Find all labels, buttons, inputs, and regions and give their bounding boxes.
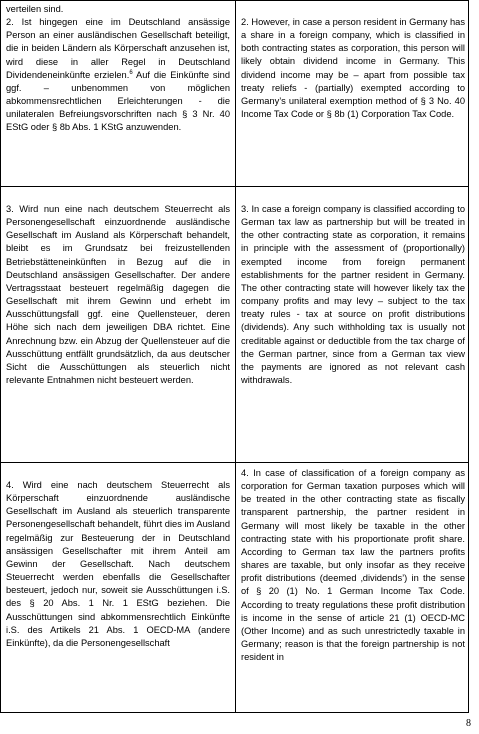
row1-german-text xyxy=(6,16,230,134)
row3-german-cell xyxy=(2,479,234,713)
page-number: 8 xyxy=(466,718,471,729)
row1-english-text: 2. However, in case a person resident in Germany has a share in a foreign company, which is classified in both contracting states as corporation, this person will likely obtain dividend income in Germany. This dividend income may be – apart from possible tax treaty reliefs - (partially) exempted according to Germany’s unilateral exemption method of § 3 No. 40 Income Tax Code or § 8b (1) Corporation Tax Code. xyxy=(241,17,465,120)
row3-english-text: 4. In case of classification of a foreign company as corporation for German taxation purposes which will be treated in the other contracting state as fiscally transparent partnership, the partner resident in Germany will most likely be taxable in the other contracting state with his proportionate profit share. According to German tax law the partners profits shares are taxable, but only insofar as they receive profit distributions (deemed ‚dividends’) in the sense of § 20 (1) No. 1 German Income Tax Code. According to treaty regulations these profit distribution is income in the sense of article 21 (1) OECD-MC (Other Income) and as such unrestrictedly taxable in Germany; reason is that the foreign partnership is not resident in xyxy=(241,468,465,663)
footnote-marker[interactable]: 6 xyxy=(129,69,133,76)
row2-english-text: 3. In case a foreign company is classified according to German tax law as partnership but will be treated in the other contracting state as corporation, it remains in principle with the assessment of (proportionally) exempted income from foreign permanent establishments for the partner resident in Germany. The other contracting state will however likely tax the company profits and may levy – subject to the tax treaty rules - tax at source on profit distributions (dividends). Any such withholding tax is usually not creditable against or deductible from the tax charge of the German partner, since from a German tax view the payments are ignored as not relevant cash withdrawals. xyxy=(241,204,465,386)
row1-english-cell xyxy=(237,16,469,184)
column-divider xyxy=(235,1,236,712)
row-divider-1 xyxy=(1,186,468,187)
row2-german-cell xyxy=(2,203,234,461)
row1-german-lead: verteilen sind. xyxy=(6,4,64,14)
row2-english-cell xyxy=(237,203,469,461)
row3-english-cell xyxy=(237,467,469,713)
row3-german-text: 4. Wird eine nach deutschem Steuerrecht als Körperschaft einzuordnende ausländische Gesellschaft im Ausland als steuerlich transparente Personengesellschaft behandelt, führt dies im Ausland regelmäßig zur Besteuerung der in Deutschland ansässigen Gesellschafter mit ihrem Anteil am Gewinn der Gesellschaft. Nach deutschem Steuerrecht werden ebenfalls die Gesellschafter besteuert, jedoch nur, soweit sie Ausschüttungen i.S. des § 20 Abs. 1 Nr. 1 EStG beziehen. Die Ausschüttungen sind abkommensrechtlich Einkünfte i.S. des Artikels 21 Abs. 1 OECD-MA (andere Einkünfte), da die Personengesellschaft xyxy=(6,480,230,648)
row1-german-text-a: 2. Ist hingegen eine im Deutschland ansässige Person an einer ausländischen Gesellschaft beteiligt, die in beiden Ländern als Körperschaft anzusehen ist, wird diese in aller Regel in Deutschland Dividendeneinkünfte erzielen. xyxy=(6,17,230,80)
row1-german-text-b: Auf die Einkünfte sind ggf. – unbenommen von möglichen abkommensrechtlichen Erleichterungen - die unilateralen Befreiungsvorschriften nach § 3 Nr. 40 EStG oder § 8b Abs. 1 KStG anzuwenden. xyxy=(6,69,230,133)
row1-german-cell xyxy=(2,3,234,185)
row-divider-2 xyxy=(1,462,468,463)
row2-german-text: 3. Wird nun eine nach deutschem Steuerrecht als Personengesellschaft einzuordnende ausländische Gesellschaft im Ausland als Körperschaft behandelt, bleibt es im Grundsatz bei freizustellenden Betriebstätteneinkünften in Bezug auf die in Deutschland ansässigen Gesellschafter. Der andere Vertragsstaat besteuert regelmäßig dagegen die Gesellschaft mit ihrem Gewinn und erhebt im Ausschüttungsfall ggf. eine Quellensteuer, deren Höhe sich nach dem jeweiligen DBA richtet. Eine Anrechnung bzw. ein Abzug der Quellensteuer auf die Ausschüttung entfällt grundsätzlich, da aus deutscher Sicht die Ausschüttungen als steuerlich nicht relevante Entnahmen nicht besteuert werden. xyxy=(6,204,230,386)
